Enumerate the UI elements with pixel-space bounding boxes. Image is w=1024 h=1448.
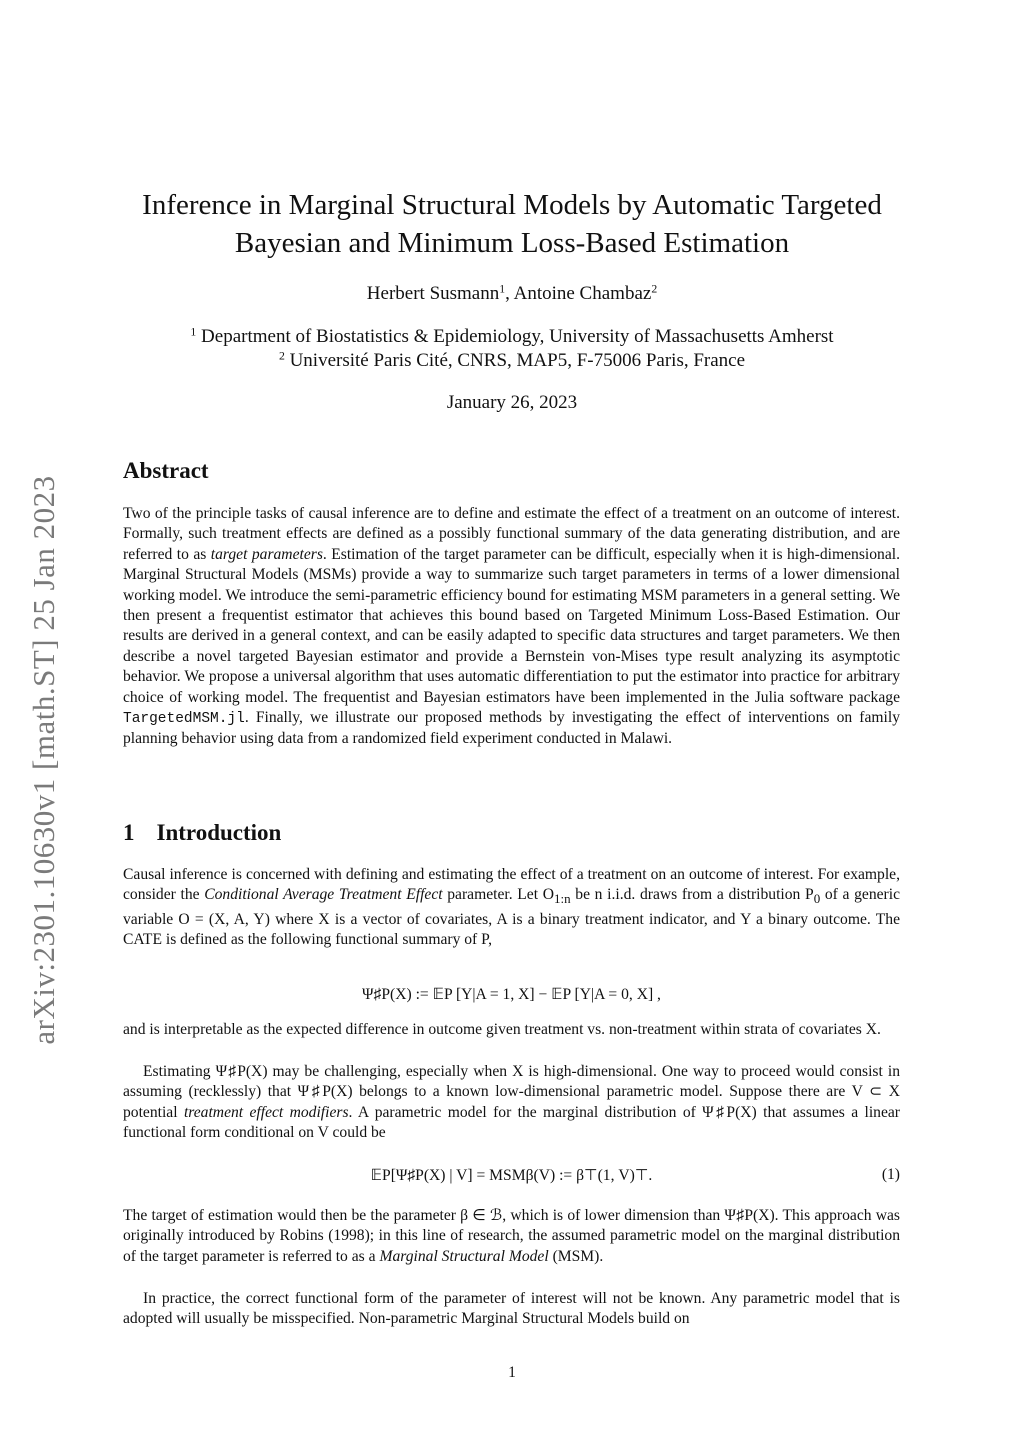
cate-equation: Ψ♯P(X) := 𝔼P [Y|A = 1, X] − 𝔼P [Y|A = 0, X] , (362, 986, 661, 1003)
affiliation-mark: 1 (499, 282, 506, 296)
author-name: Herbert Susmann (366, 283, 500, 304)
section-title: Introduction (156, 820, 282, 845)
intro-paragraph: Causal inference is concerned with defining and estimating the effect of a treatment on an outcome of interest. For example, consider the Conditional Average Treatment Effect parameter. Let $O_{1:n}$ be n i.i.d. draws from a distribution $P_0$ of a generic variable O = (X, A, Y) where X is a vector of covariates, A is a binary treatment indicator, and Y a binary outcome. The CATE is defined as the following functional summary of P, (123, 866, 900, 949)
affiliation-text: Department of Biostatistics & Epidemiology, University of Massachusetts Amherst (201, 326, 834, 347)
section-number: 1 (123, 820, 135, 845)
affiliation-mark: 2 (278, 349, 285, 363)
msm-equation: 𝔼P[Ψ♯P(X) | V] = MSMβ(V) := β⊤(1, V)⊤. (370, 1167, 653, 1184)
affiliation-text: Université Paris Cité, CNRS, MAP5, F-75006 Paris, France (289, 350, 746, 371)
equation-number: (1) (881, 1166, 900, 1183)
paper-title: Inference in Marginal Structural Models by Automatic Targeted Bayesian and Minimum Loss-Based Estimation (142, 189, 882, 259)
intro-paragraph: and is interpretable as the expected difference in outcome given treatment vs. non-treatment within strata of covariates X. (123, 1021, 881, 1038)
author-separator: , (505, 283, 514, 304)
emphasis: treatment effect modifiers (183, 1103, 349, 1121)
affiliation-mark: 1 (190, 325, 197, 339)
paper-date: January 26, 2023 (446, 392, 578, 413)
intro-paragraph: Estimating Ψ♯P(X) may be challenging, especially when X is high-dimensional. One way to proceed would consist in assuming (recklessly) that Ψ♯P(X) belongs to a known low-dimensional parametric model. Suppose there are V ⊂ X potential treatment effect modifiers. A parametric model for the marginal distribution of Ψ♯P(X) that assumes a linear functional form conditional on V could be (123, 1063, 900, 1142)
abstract-text: Two of the principle tasks of causal inference are to define and estimate the effect of a treatment on an outcome of interest. Formally, such treatment effects are defined as a possibly functional summary of the data generating distribution, and are referred to as target parameters. Estimation of the target parameter can be difficult, especially when it is high-dimensional. Marginal Structural Models (MSMs) provide a way to summarize such target parameters in terms of a lower dimensional working model. We introduce the semi-parametric efficiency bound for estimating MSM parameters in a general setting. We then present a frequentist estimator that achieves this bound based on Targeted Minimum Loss-Based Estimation. Our results are derived in a general context, and can be easily adapted to specific data structures and target parameters. We then describe a novel targeted Bayesian estimator and provide a Bernstein von-Mises type result analyzing its asymptotic behavior. We propose a universal algorithm that uses automatic differentiation to put the estimator into practice for arbitrary choice of working model. The frequentist and Bayesian estimators have been implemented in the Julia software package TargetedMSM.jl. Finally, we illustrate our proposed methods by investigating the effect of interventions on family planning behavior using data from a randomized field experiment conducted in Malawi. (123, 505, 900, 748)
section-heading (123, 820, 281, 846)
page-number: 1 (508, 1364, 516, 1381)
package-name: TargetedMSM.jl (123, 711, 245, 728)
affiliation-mark: 2 (651, 282, 658, 296)
intro-paragraph: The target of estimation would then be the parameter β ∈ ℬ, which is of lower dimension than Ψ♯P(X). This approach was originally introduced by Robins (1998); in this line of research, the assumed parametric model on the marginal distribution of the target parameter is referred to as a Marginal Structural Model (MSM). (123, 1207, 900, 1265)
emphasis: target parameters (210, 545, 323, 563)
author-list (110, 283, 914, 305)
emphasis: Marginal Structural Model (379, 1247, 549, 1265)
affiliation-line (110, 350, 914, 372)
author-name: Antoine Chambaz (513, 283, 652, 304)
emphasis: Conditional Average Treatment Effect (204, 886, 443, 904)
abstract-heading: Abstract (123, 458, 209, 483)
arxiv-watermark: arXiv:2301.10630v1 [math.ST] 25 Jan 2023 (26, 475, 61, 1045)
intro-paragraph: In practice, the correct functional form of the parameter of interest will not be known. Any parametric model that is adopted will usually be misspecified. Non-parametric Marginal Structural Models build on (123, 1290, 900, 1328)
affiliation-line (110, 326, 914, 348)
